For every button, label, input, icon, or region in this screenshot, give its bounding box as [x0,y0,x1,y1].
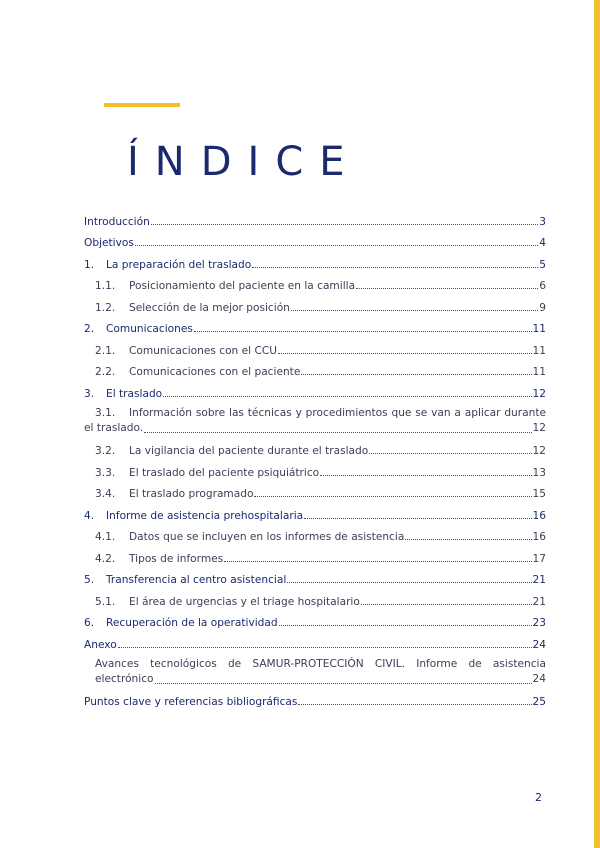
toc-entry-label: El traslado [106,387,163,400]
toc-entry-number: 5.1. [95,595,116,608]
table-of-contents [84,206,546,708]
toc-entry-number: 3.3. [95,466,116,479]
toc-entry-section-2-1[interactable] [84,335,546,357]
toc-entry-anexo[interactable] [84,629,546,651]
toc-entry-label-line2: el traslado. [84,421,144,434]
toc-entry-label: Comunicaciones con el paciente [129,366,301,378]
toc-leader-dots [301,373,531,375]
toc-leader-dots [356,287,538,289]
toc-entry-number: 2.2. [95,366,116,378]
toc-leader-dots [144,431,531,433]
toc-entry-number: 2. [84,323,95,335]
toc-entry-page: 12 [532,387,546,400]
toc-leader-dots [278,352,531,354]
toc-entry-page: 17 [532,552,546,565]
toc-leader-dots [151,223,538,225]
toc-leader-dots [287,581,531,583]
toc-entry-label: La vigilancia del paciente durante el traslado [129,445,369,457]
toc-entry-label: El traslado del paciente psiquiátrico [129,466,320,479]
toc-leader-dots [252,266,538,268]
toc-entry-label: Recuperación de la operatividad [106,617,278,629]
toc-entry-number: 4.1. [95,531,116,543]
toc-leader-dots [155,682,532,684]
toc-entry-page: 13 [532,466,546,479]
toc-leader-dots [118,646,532,648]
toc-entry-section-3[interactable] [84,378,546,400]
toc-entry-anexo-avances[interactable] [84,651,546,687]
toc-entry-page: 11 [532,344,546,357]
toc-entry-number: 3.4. [95,488,116,500]
toc-entry-page: 16 [532,531,546,543]
toc-entry-section-5-1[interactable] [84,586,546,608]
toc-entry-page: 4 [539,237,546,249]
toc-leader-dots [224,560,531,562]
toc-entry-introduccion[interactable] [84,206,546,228]
toc-entry-label-line1: Avances tecnológicos de SAMUR-PROTECCIÓN CIVIL. Informe de asistencia [95,657,546,670]
toc-entry-label: Transferencia al centro asistencial [106,574,287,586]
toc-entry-number: 3.1. [95,406,116,419]
toc-entry-section-1-2[interactable] [84,292,546,314]
toc-entry-label-line2: electrónico [95,672,154,685]
toc-entry-label: Selección de la mejor posición [129,301,290,314]
toc-entry-section-3-3[interactable] [84,457,546,479]
toc-entry-label: Introducción [84,215,150,228]
toc-entry-number: 1.2. [95,301,116,314]
toc-entry-number: 5. [84,574,95,586]
toc-entry-label: Posicionamiento del paciente en la camilla [129,280,356,292]
toc-entry-section-3-1[interactable] [84,400,546,436]
toc-entry-page: 21 [532,595,546,608]
toc-entry-page: 21 [532,574,546,586]
toc-entry-page: 9 [539,301,546,314]
toc-entry-page: 12 [532,421,546,434]
toc-leader-dots [304,517,531,519]
toc-entry-page: 3 [539,215,546,228]
toc-entry-page: 23 [532,617,546,629]
toc-entry-label-line1: Información sobre las técnicas y procedimientos que se van a aplicar durante [129,406,546,419]
toc-leader-dots [279,624,532,626]
toc-entry-number: 1. [84,258,95,271]
toc-leader-dots [254,495,531,497]
right-accent-bar [594,0,600,848]
toc-entry-section-2[interactable] [84,314,546,336]
toc-entry-section-3-4[interactable] [84,479,546,501]
title-accent-line [104,103,180,107]
toc-entry-section-6[interactable] [84,608,546,630]
toc-entry-page: 24 [532,672,546,685]
toc-entry-label: Anexo [84,638,117,651]
page-title: ÍNDICE [127,139,361,185]
toc-entry-number: 6. [84,617,95,629]
toc-entry-page: 25 [532,696,546,708]
toc-entry-label: Objetivos [84,237,134,249]
toc-entry-page: 5 [539,258,546,271]
toc-leader-dots [163,395,531,397]
toc-leader-dots [135,244,538,246]
toc-entry-section-1[interactable] [84,249,546,271]
toc-leader-dots [194,330,532,332]
toc-entry-page: 24 [532,638,546,651]
toc-entry-number: 3.2. [95,445,116,457]
toc-entry-section-2-2[interactable] [84,357,546,379]
toc-entry-section-4-2[interactable] [84,543,546,565]
toc-entry-label: Puntos clave y referencias bibliográficas [84,696,298,708]
toc-entry-label: El traslado programado [129,488,254,500]
toc-entry-label: Datos que se incluyen en los informes de asistencia [129,531,405,543]
toc-leader-dots [320,474,531,476]
toc-entry-label: Tipos de informes [129,552,224,565]
toc-entry-number: 2.1. [95,344,116,357]
toc-entry-section-4-1[interactable] [84,522,546,544]
toc-entry-section-3-2[interactable] [84,436,546,458]
toc-entry-puntos-clave[interactable] [84,687,546,709]
toc-entry-page: 16 [532,509,546,522]
toc-leader-dots [361,603,532,605]
toc-entry-page: 11 [532,366,546,378]
toc-entry-section-1-1[interactable] [84,271,546,293]
toc-entry-page: 15 [532,488,546,500]
toc-entry-label: Informe de asistencia prehospitalaria [106,509,304,522]
toc-leader-dots [369,452,531,454]
page-number: 2 [535,791,542,804]
toc-entry-number: 3. [84,387,95,400]
toc-entry-page: 11 [532,323,546,335]
toc-entry-label: La preparación del traslado [106,258,252,271]
toc-leader-dots [405,538,531,540]
toc-entry-number: 4.2. [95,552,116,565]
toc-entry-objetivos[interactable] [84,228,546,250]
toc-entry-label: Comunicaciones [106,323,193,335]
toc-entry-label: El área de urgencias y el triage hospitalario [129,595,360,608]
toc-entry-number: 4. [84,509,95,522]
toc-entry-number: 1.1. [95,280,116,292]
toc-entry-section-5[interactable] [84,565,546,587]
toc-entry-section-4[interactable] [84,500,546,522]
toc-entry-page: 6 [539,280,546,292]
toc-leader-dots [291,309,538,311]
toc-entry-page: 12 [532,445,546,457]
toc-leader-dots [298,703,531,705]
toc-entry-label: Comunicaciones con el CCU [129,344,278,357]
